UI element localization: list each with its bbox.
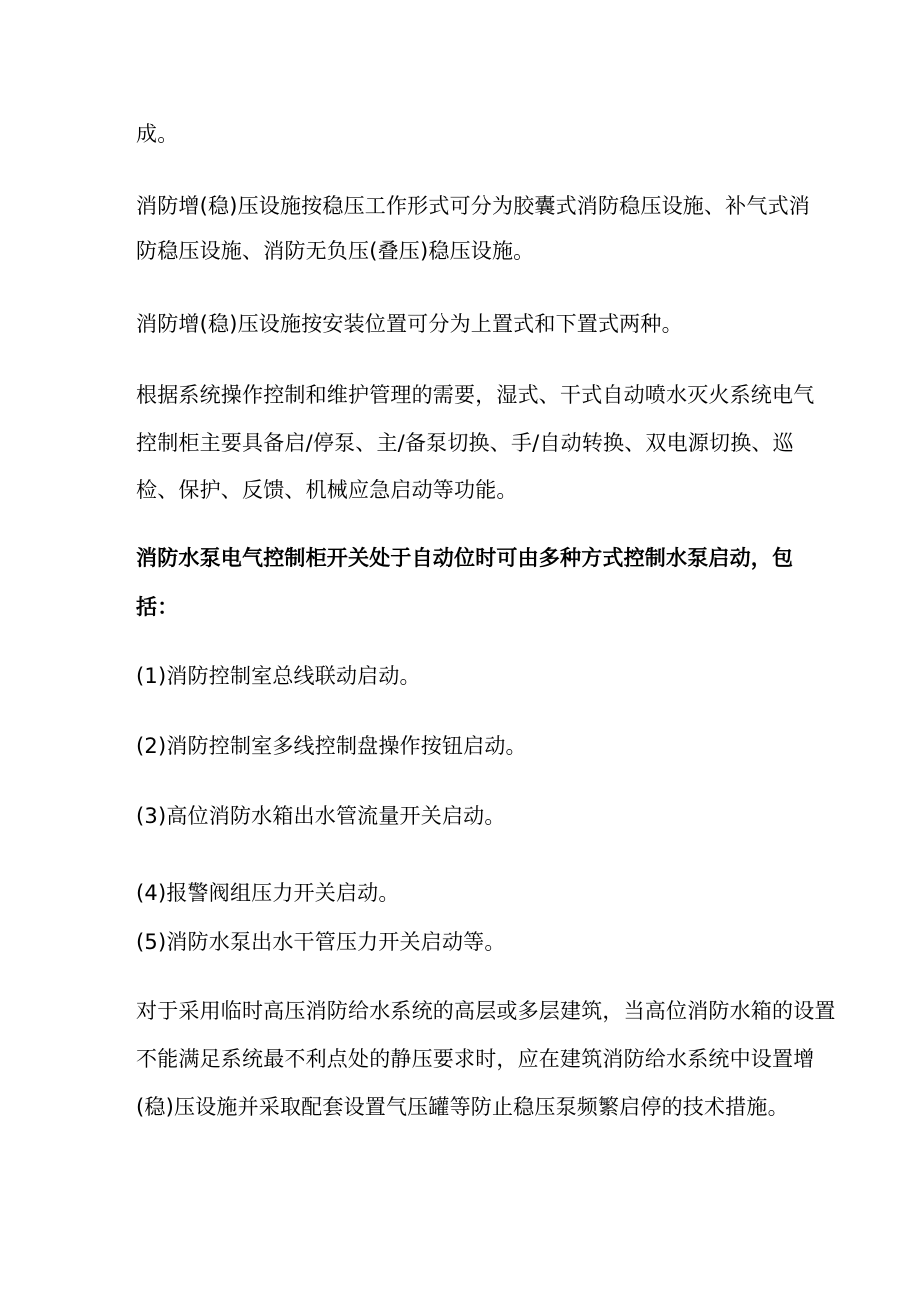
paragraph-continuation-line: 成。 bbox=[136, 122, 179, 146]
paragraph-stabilizer-types-line-1: 消防增(稳)压设施按稳压工作形式可分为胶囊式消防稳压设施、补气式消 bbox=[136, 194, 810, 218]
paragraph-high-rise-line-2: 不能满足系统最不利点处的静压要求时，应在建筑消防给水系统中设置增 bbox=[136, 1047, 815, 1071]
list-item-4: (4)报警阀组压力开关启动。 bbox=[136, 881, 400, 905]
paragraph-control-cabinet-line-1: 根据系统操作控制和维护管理的需要，湿式、干式自动喷水灭火系统电气 bbox=[136, 383, 815, 407]
heading-pump-start-line-2: 括： bbox=[136, 595, 179, 619]
list-item-5: (5)消防水泵出水干管压力开关启动等。 bbox=[136, 930, 506, 954]
list-item-3: (3)高位消防水箱出水管流量开关启动。 bbox=[136, 804, 506, 828]
list-item-1: (1)消防控制室总线联动启动。 bbox=[136, 664, 421, 688]
paragraph-high-rise-line-3: (稳)压设施并采取配套设置气压罐等防止稳压泵频繁启停的技术措施。 bbox=[136, 1095, 789, 1119]
list-item-2: (2)消防控制室多线控制盘操作按钮启动。 bbox=[136, 734, 527, 758]
paragraph-install-position: 消防增(稳)压设施按安装位置可分为上置式和下置式两种。 bbox=[136, 312, 683, 336]
paragraph-high-rise-line-1: 对于采用临时高压消防给水系统的高层或多层建筑，当高位消防水箱的设置 bbox=[136, 999, 836, 1023]
paragraph-control-cabinet-line-2: 控制柜主要具备启/停泵、主/备泵切换、手/自动转换、双电源切换、巡 bbox=[136, 431, 794, 455]
paragraph-control-cabinet-line-3: 检、保护、反馈、机械应急启动等功能。 bbox=[136, 478, 518, 502]
heading-pump-start-line-1: 消防水泵电气控制柜开关处于自动位时可由多种方式控制水泵启动，包 bbox=[136, 546, 794, 570]
paragraph-stabilizer-types-line-2: 防稳压设施、消防无负压(叠压)稳压设施。 bbox=[136, 239, 535, 263]
